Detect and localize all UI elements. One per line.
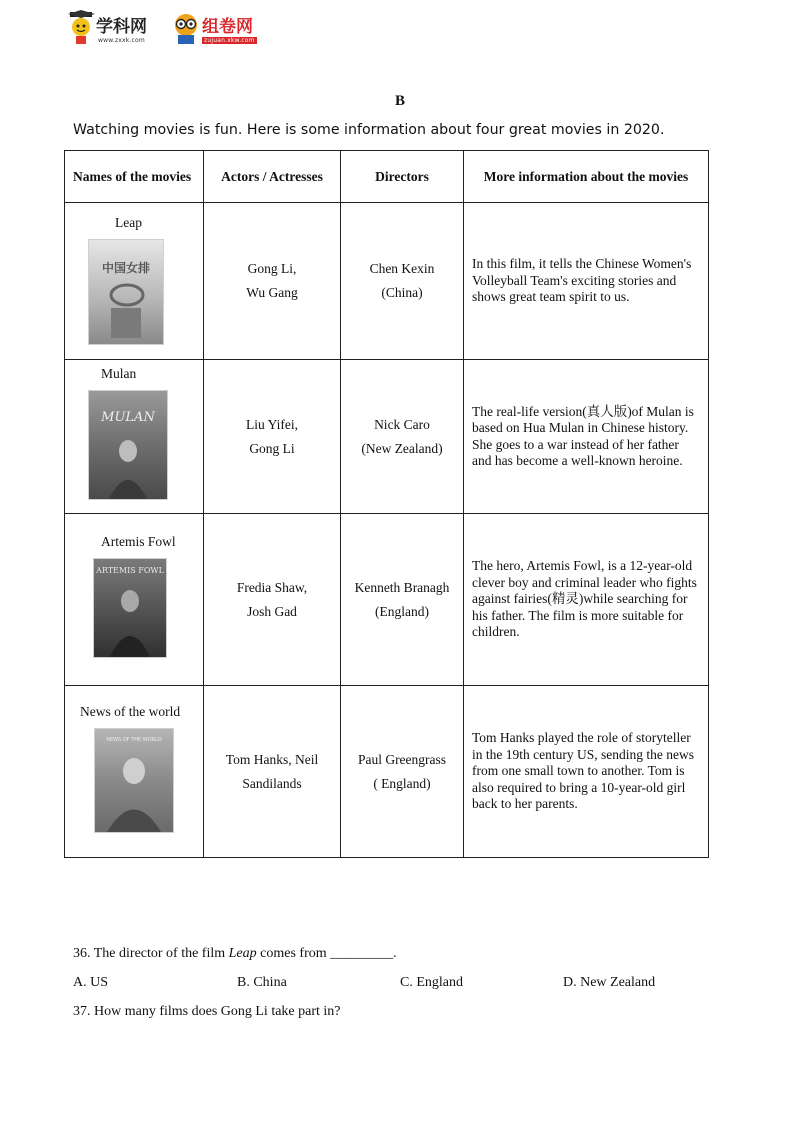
info-cell: Tom Hanks played the role of storyteller in the 19th century US, sending the news from one small town to another. Tom is also required to bring a 10-year-old girl back to her parents. xyxy=(464,686,709,858)
question-36 xyxy=(73,946,397,962)
poster-title: NEWS OF THE WORLD xyxy=(106,737,162,743)
poster-title: MULAN xyxy=(101,410,155,425)
leap-poster xyxy=(88,239,164,345)
movies-table xyxy=(64,150,709,858)
director-name: Chen Kexin xyxy=(369,261,435,276)
director-country: (New Zealand) xyxy=(361,440,443,456)
header-more-info: More information about the movies xyxy=(464,151,709,203)
director-country: ( England) xyxy=(373,775,431,791)
actor-line: Tom Hanks, Neil xyxy=(225,751,319,767)
actor-line: Josh Gad xyxy=(247,603,297,619)
table-header-row xyxy=(65,151,709,203)
table-row xyxy=(65,514,709,686)
actor-line: Gong Li xyxy=(249,440,295,456)
header-names: Names of the movies xyxy=(65,151,204,203)
logo2-text: 组卷网 xyxy=(202,17,253,37)
logo1-url: www.zxxk.com xyxy=(98,37,145,44)
actor-line: Sandilands xyxy=(242,775,302,791)
actor-line: Wu Gang xyxy=(246,285,298,300)
info-cell: The real-life version(真人版)of Mulan is based on Hua Mulan in Chinese history. She goes to a war instead of her father and has become a well-known heroine. xyxy=(464,360,709,514)
question-37: 37. How many films does Gong Li take part in? xyxy=(73,1004,341,1019)
directors-cell xyxy=(341,360,464,514)
table-row xyxy=(65,360,709,514)
artemis-fowl-poster xyxy=(93,558,167,658)
actors-cell xyxy=(204,203,341,360)
q36-prefix: 36. The director of the film xyxy=(73,946,229,961)
actors-cell xyxy=(204,514,341,686)
intro-text: Watching movies is fun. Here is some information about four great movies in 2020. xyxy=(73,122,665,138)
directors-cell xyxy=(341,514,464,686)
q36-film-title: Leap xyxy=(228,946,257,961)
director-country: (China) xyxy=(381,285,423,300)
actor-line: Fredia Shaw, xyxy=(236,579,308,595)
directors-cell xyxy=(341,203,464,360)
movie-title: Artemis Fowl xyxy=(101,534,176,549)
actors-cell xyxy=(204,360,341,514)
movie-name-cell xyxy=(65,203,204,360)
director-name: Kenneth Branagh xyxy=(354,579,450,595)
actors-cell xyxy=(204,686,341,858)
table-row xyxy=(65,203,709,360)
info-cell: The hero, Artemis Fowl, is a 12-year-old clever boy and criminal leader who fights against fairies(精灵)while searching for his father. The film is more suitable for children. xyxy=(464,514,709,686)
actor-line: Liu Yifei, xyxy=(246,416,298,432)
movie-title: Mulan xyxy=(101,366,137,381)
movie-name-cell xyxy=(65,360,204,514)
option-a: A. US xyxy=(73,975,109,990)
movie-name-cell xyxy=(65,514,204,686)
info-cell: In this film, it tells the Chinese Women's Volleyball Team's exciting stories and shows great team spirit to us. xyxy=(464,203,709,360)
movie-title: Leap xyxy=(115,215,142,230)
director-name: Paul Greengrass xyxy=(357,751,447,767)
actor-line: Gong Li, xyxy=(247,261,297,276)
movie-title: News of the world xyxy=(80,704,181,719)
director-country: (England) xyxy=(375,603,429,619)
poster-title: 中国女排 xyxy=(101,261,151,275)
news-of-the-world-poster xyxy=(94,728,174,833)
director-name: Nick Caro xyxy=(374,416,430,432)
table-row xyxy=(65,686,709,858)
mascot-icon xyxy=(68,10,98,46)
directors-cell xyxy=(341,686,464,858)
q36-suffix: comes from _________. xyxy=(256,946,397,961)
option-c: C. England xyxy=(400,975,463,990)
section-title: B xyxy=(394,93,405,109)
option-b: B. China xyxy=(237,975,287,990)
movie-name-cell xyxy=(65,686,204,858)
header-directors: Directors xyxy=(341,151,464,203)
logo1-text: 学科网 xyxy=(96,17,147,37)
logo2-url: zujuan.xkw.com xyxy=(204,37,255,44)
poster-title: ARTEMIS FOWL xyxy=(96,566,164,575)
owl-mascot-icon xyxy=(172,10,202,46)
header-actors: Actors / Actresses xyxy=(204,151,341,203)
zujuan-logo xyxy=(172,10,278,46)
mulan-poster xyxy=(88,390,168,500)
option-d: D. New Zealand xyxy=(563,975,656,990)
header-logos xyxy=(68,10,278,46)
zxxk-logo xyxy=(68,10,166,46)
